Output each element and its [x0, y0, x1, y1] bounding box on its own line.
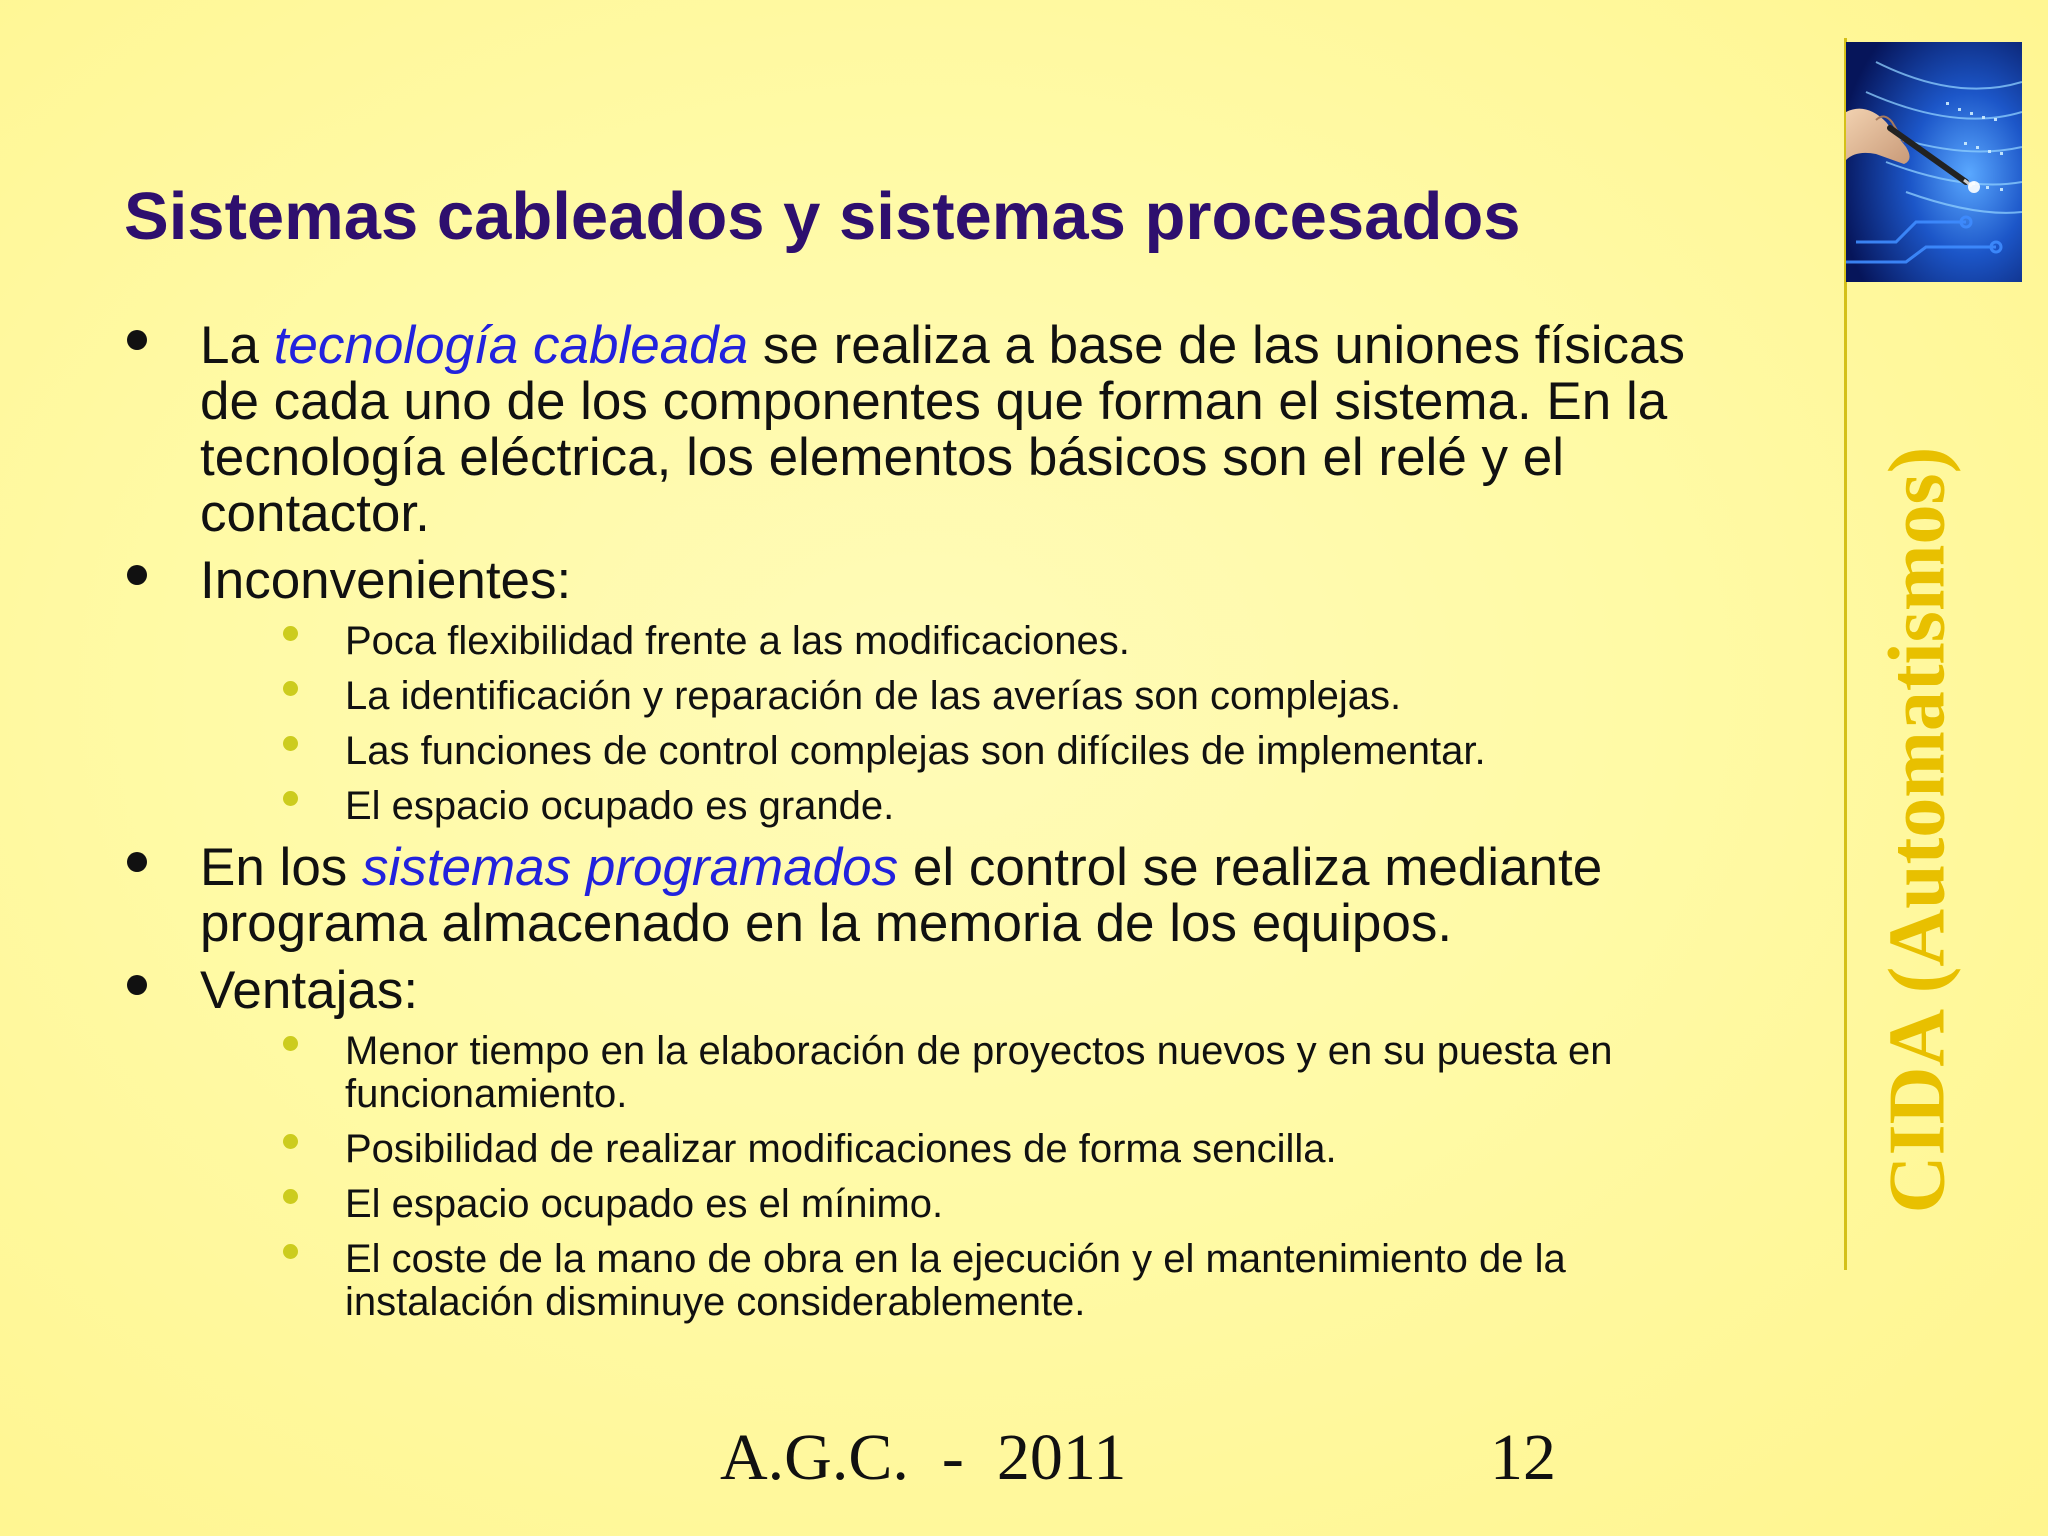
sub-bullet	[120, 675, 1720, 718]
bullet-advantages	[120, 963, 1720, 1019]
sub-bullet-text: La identificación y reparación de las averías son complejas.	[345, 674, 1402, 718]
sub-bullet-dot-icon	[283, 626, 298, 641]
bullet-text-prefix: La	[200, 316, 274, 375]
sub-bullet	[120, 785, 1720, 828]
sub-bullet	[120, 1238, 1720, 1324]
sub-bullet-dot-icon	[283, 791, 298, 806]
sub-bullet-text: Poca flexibilidad frente a las modificaciones.	[345, 619, 1130, 663]
sub-bullet-text: El coste de la mano de obra en la ejecución y el mantenimiento de la instalación disminuye considerablemente.	[345, 1237, 1566, 1324]
bullet-dot-icon	[127, 975, 147, 995]
bullet-text-suffix: se realiza a base de las uniones físicas de cada uno de los componentes que forman el sistema. En la tecnología eléctrica, los elementos básicos son el relé y el contactor.	[200, 316, 1686, 543]
sub-bullet	[120, 730, 1720, 773]
page-number: 12	[1490, 1421, 1556, 1494]
sub-bullet-text: Menor tiempo en la elaboración de proyectos nuevos y en su puesta en funcionamiento.	[345, 1029, 1613, 1116]
sub-bullet-dot-icon	[283, 1134, 298, 1149]
disadvantages-sublist	[120, 620, 1720, 828]
bullet-dot-icon	[127, 565, 147, 585]
highlight-term: sistemas programados	[362, 838, 899, 897]
slide-title: Sistemas cableados y sistemas procesados	[124, 179, 1521, 254]
sub-bullet	[120, 1128, 1720, 1171]
bullet-list	[120, 318, 1720, 1336]
bullet-dot-icon	[127, 330, 147, 350]
sub-bullet-dot-icon	[283, 681, 298, 696]
sub-bullet-text: Las funciones de control complejas son difíciles de implementar.	[345, 729, 1486, 773]
bullet-text: Inconvenientes:	[200, 551, 572, 610]
sub-bullet-dot-icon	[283, 1189, 298, 1204]
bullet-dot-icon	[127, 852, 147, 872]
course-vertical-label: CIDA (Automatismos)	[1873, 446, 1962, 1214]
sub-bullet-dot-icon	[283, 736, 298, 751]
bullet-wired-technology	[120, 318, 1720, 542]
sub-bullet	[120, 1030, 1720, 1116]
hand-with-pen-circuit-image	[1846, 42, 2022, 282]
sub-bullet-dot-icon	[283, 1244, 298, 1259]
sub-bullet-text: El espacio ocupado es grande.	[345, 784, 895, 828]
bullet-text: Ventajas:	[200, 961, 419, 1020]
bullet-programmed-systems	[120, 840, 1720, 952]
highlight-term: tecnología cableada	[273, 316, 749, 375]
bullet-disadvantages	[120, 553, 1720, 609]
sub-bullet-text: Posibilidad de realizar modificaciones de forma sencilla.	[345, 1127, 1337, 1171]
sub-bullet	[120, 620, 1720, 663]
sub-bullet-dot-icon	[283, 1036, 298, 1051]
bullet-text-suffix: el control se realiza mediante programa almacenado en la memoria de los equipos.	[200, 838, 1603, 953]
footer-author-year: A.G.C. - 2011	[720, 1421, 1127, 1494]
bullet-text-prefix: En los	[200, 838, 363, 897]
sub-bullet-text: El espacio ocupado es el mínimo.	[345, 1182, 944, 1226]
advantages-sublist	[120, 1030, 1720, 1324]
sub-bullet	[120, 1183, 1720, 1226]
